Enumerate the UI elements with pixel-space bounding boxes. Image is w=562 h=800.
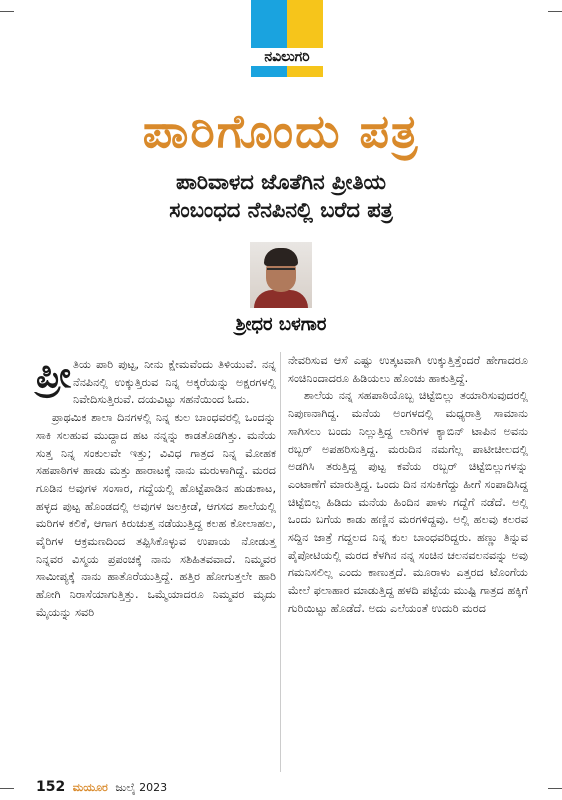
author-photo bbox=[250, 242, 312, 308]
column-divider bbox=[280, 352, 281, 772]
crop-mark bbox=[0, 11, 14, 12]
paragraph: ಶಾಲೆಯ ನನ್ನ ಸಹಪಾಠಿಯೊಬ್ಬ ಚಿಟ್ಟೆಬಿಲ್ಲು ತಯಾರಿಸುವುದರಲ್ಲಿ ನಿಪುಣನಾಗಿದ್ದ. ಮನೆಯ ಅಂಗಳದಲ್ಲಿ ಮಧ್ಯರಾತ್ರಿ ಸಾಮಾನು ಸಾಗಿಸಲು ಬಂದು ನಿಲ್ಲುತ್ತಿದ್ದ ಲಾರಿಗಳ ಕ್ಯಾಬಿನ್ ಟಾಪಿನ ಅವನು ರಬ್ಬರ್ ಅಪಹರಿಸುತ್ತಿದ್ದ. ಮರುದಿನ ನಮಗೆಲ್ಲ ಪಾಟೀಚೀಲದಲ್ಲಿ ಅಡಗಿಸಿ ತರುತ್ತಿದ್ದ ಪುಟ್ಟ ಕವೆಯ ರಬ್ಬರ್ ಚಿಟ್ಟೆಬಿಲ್ಲುಗಳನ್ನು ಎಂಟಾಣೆಗೆ ಮಾರುತ್ತಿದ್ದ. ಒಂದು ದಿನ ನಸುಕಿಗೆದ್ದು ಹೀಗೆ ಸಂಪಾದಿಸಿದ್ದ ಚಿಟ್ಟೆಬಿಲ್ಲ ಹಿಡಿದು ಮನೆಯ ಹಿಂದಿನ ಪಾಳು ಗದ್ದೆಗೆ ನಡೆದೆ. ಅಲ್ಲಿ ಒಂದು ಬಗೆಯ ಕಾಡು ಹಣ್ಣಿನ ಮರಗಳಿದ್ದವು. ಅಲ್ಲಿ ಹಲವು ಕಲರವ ಸದ್ದಿನ ಜಾತ್ರೆ ಗದ್ದಲದ ನಿನ್ನ ಕುಲ ಬಾಂಧವರಿದ್ದರು. ಹಣ್ಣು ತಿನ್ನುವ ಪೈಪೋಟಿಯಲ್ಲಿ ಮರದ ಕೆಳಗಿನ ನನ್ನ ಸಂಚಿನ ಚಲನವಲನವನ್ನು ಅವು ಗಮನಿಸಲಿಲ್ಲ ಎಂದು ಕಾಣುತ್ತದೆ. ಮೂರಾಳು ಎತ್ತರದ ಟೊಂಗೆಯ ಮೇಲೆ ಫಲಾಹಾರ ಮಾಡುತ್ತಿದ್ದ ಹಳದಿ ಪಟ್ಟೆಯ ಮುಷ್ಟಿ ಗಾತ್ರದ ಹಕ್ಕಿಗೆ ಗುರಿಯಿಟ್ಟು ಹೊಡೆದೆ. ಅದು ಎಲೆಯಂತೆ ಉದುರಿ ಮರದ bbox=[288, 389, 528, 615]
paragraph: ನೇವರಿಸುವ ಆಸೆ ಎಷ್ಟು ಉತ್ಕಟವಾಗಿ ಉಕ್ಕುತ್ತಿತ್ತೆಂದರೆ ಹೇಗಾದರೂ ಸಂಚಿನಿಂದಾದರೂ ಹಿಡಿಯಲು ಹೊಂಚು ಹಾಕುತ್ತಿದ್ದೆ. bbox=[288, 354, 528, 385]
body-column-right bbox=[288, 352, 528, 618]
article-title: ಪಾರಿಗೊಂದು ಪತ್ರ bbox=[142, 104, 420, 158]
section-logo-text: ನವಿಲುಗರಿ bbox=[264, 49, 310, 65]
paragraph: ತಿಯ ಪಾರಿ ಪುಟ್ಟ, ನೀನು ಕ್ಷೇಮವೆಂದು ತಿಳಿಯುವೆ. ನನ್ನ ನೆನಪಿನಲ್ಲಿ ಉಕ್ಕುತ್ತಿರುವ ನಿನ್ನ ಅಕ್ಕರೆಯನ್ನು ಅಕ್ಷರಗಳಲ್ಲಿ ನಿವೇದಿಸುತ್ತಿರುವೆ. ದಯವಿಟ್ಟು ಸಹನೆಯಿಂದ ಓದು. bbox=[73, 358, 276, 407]
section-logo bbox=[251, 0, 323, 78]
crop-mark bbox=[548, 11, 562, 12]
article-subtitle bbox=[60, 168, 502, 224]
page-number: 152 bbox=[36, 779, 66, 795]
dropcap: ಪ್ರೀ bbox=[36, 354, 72, 396]
author-name: ಶ್ರೀಧರ ಬಳಗಾರ bbox=[235, 314, 327, 335]
issue-date: ಜುಲೈ 2023 bbox=[115, 781, 168, 794]
logo-blue-block bbox=[251, 0, 287, 48]
page-footer bbox=[36, 779, 167, 795]
subtitle-line-2: ಸಂಬಂಧದ ನೆನಪಿನಲ್ಲಿ ಬರೆದ ಪತ್ರ bbox=[169, 198, 393, 222]
logo-yellow-block bbox=[287, 0, 323, 48]
paragraph: ಪ್ರಾಥಮಿಕ ಶಾಲಾ ದಿನಗಳಲ್ಲಿ ನಿನ್ನ ಕುಲ ಬಾಂಧವರಲ್ಲಿ ಒಂದನ್ನು ಸಾಕಿ ಸಲಹುವ ಮುದ್ದಾದ ಹಟ ನನ್ನನ್ನು ಕಾಡತೊಡಗಿತ್ತು. ಮನೆಯ ಸುತ್ತ ನಿನ್ನ ಸಂಕುಲವೇ ಇತ್ತು; ವಿವಿಧ ಗಾತ್ರದ ನಿನ್ನ ಮೋಹಕ ಸಹಪಾಠಿಗಳ ಹಾಡು ಮತ್ತು ಹಾರಾಟಕ್ಕೆ ನಾನು ಮರುಳಾಗಿದ್ದೆ. ಮರದ ಗೂಡಿನ ಅವುಗಳ ಸಂಸಾರ, ಗದ್ದೆಯಲ್ಲಿ ಹೊಟ್ಟೆಪಾಡಿನ ಹುಡುಕಾಟ, ಹಳ್ಳದ ಪುಟ್ಟ ಹೊಂಡದಲ್ಲಿ ಅವುಗಳ ಜಲಕ್ರೀಡೆ, ಆಗಸದ ಶಾಲೆಯಲ್ಲಿ ಮರಿಗಳ ಕಲಿಕೆ, ಆಗಾಗ ಕಿರುಚುತ್ತ ನಡೆಯುತ್ತಿದ್ದ ಕಲಹ ಕೋಲಾಹಲ, ವೈರಿಗಳ ಆಕ್ರಮಣದಿಂದ ತಪ್ಪಿಸಿಕೊಳ್ಳುವ ಉಪಾಯ ನೋಡುತ್ತ ನಿನ್ನವರ ವಿಸ್ಮಯ ಪ್ರಪಂಚಕ್ಕೆ ನಾನು ಸಶಿಹಿತವವಾದೆ. ನಿಮ್ಮವರ ಸಾಮೀಪ್ಯಕ್ಕೆ ನಾನು ಹಾತೊರೆಯುತ್ತಿದ್ದೆ. ಹತ್ತಿರ ಹೋಗುತ್ತಲೇ ಹಾರಿ ಹೋಗಿ ನಿರಾಸೆಯಾಗುತ್ತಿತ್ತು. ಒಮ್ಮೆಯಾದರೂ ನಿಮ್ಮವರ ಮೃದು ಮೈಯನ್ನು ಸವರಿ bbox=[36, 411, 276, 619]
magazine-name: ಮಯೂರ bbox=[72, 781, 108, 794]
subtitle-line-1: ಪಾರಿವಾಳದ ಜೊತೆಗಿನ ಪ್ರೀತಿಯ bbox=[176, 170, 386, 194]
body-column-left bbox=[36, 356, 276, 622]
crop-mark bbox=[548, 788, 562, 789]
crop-mark bbox=[0, 788, 14, 789]
logo-bar bbox=[251, 66, 323, 77]
